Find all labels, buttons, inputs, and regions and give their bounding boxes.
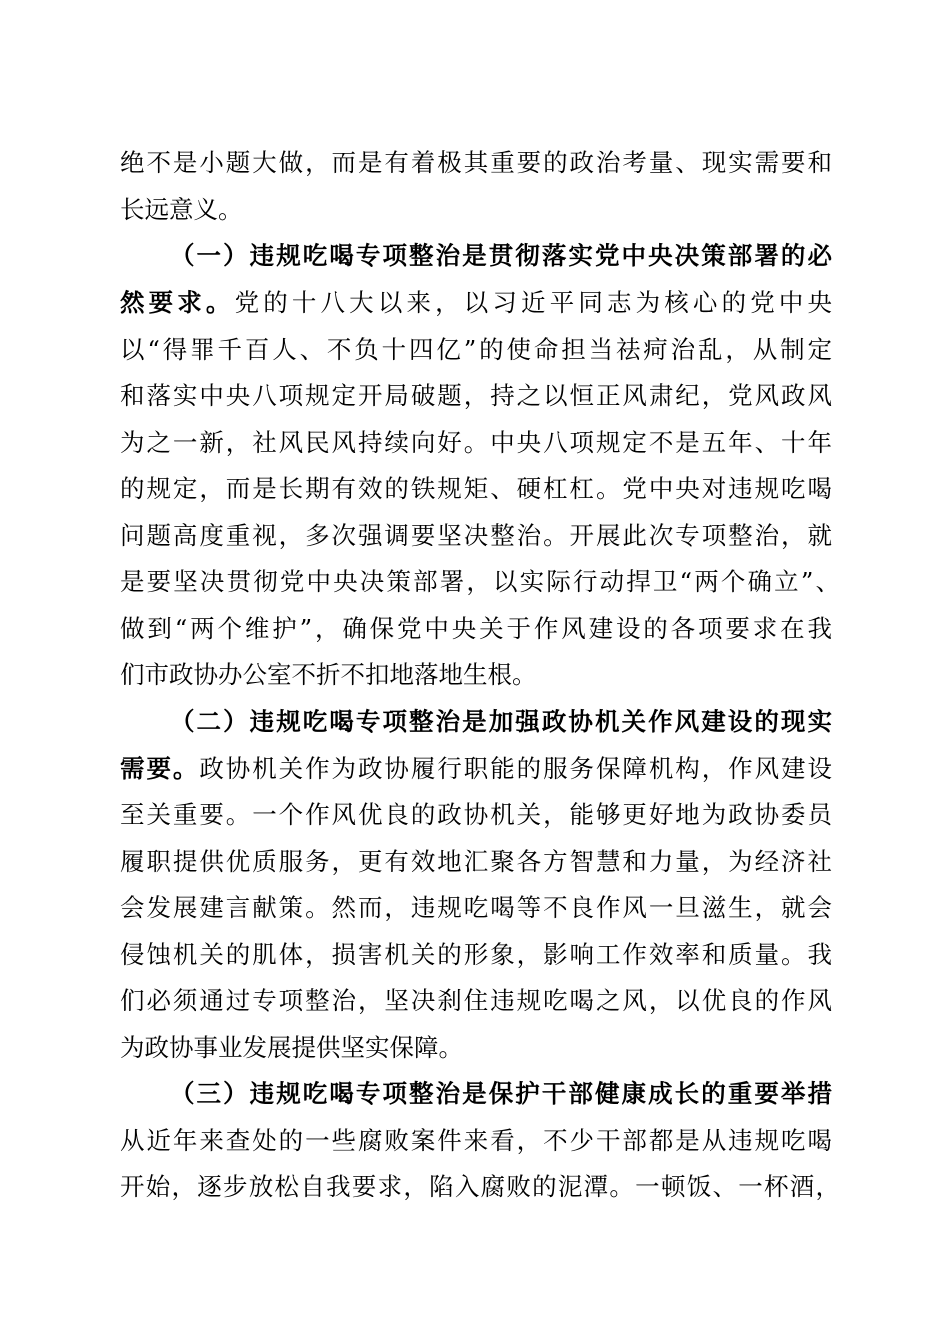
text-line-1: [120, 148, 832, 178]
section-heading-2: [170, 707, 832, 737]
text-line-11: [120, 614, 832, 644]
text-run: 长远意义。: [120, 195, 243, 224]
text-run: 侵蚀机关的肌体，损害机关的形象，影响工作效率和质量。我: [120, 940, 832, 969]
section-heading-text: （三）违规吃喝专项整治是保护干部健康成长的重要举措: [170, 1079, 832, 1108]
section-heading-3: [170, 1079, 832, 1109]
text-run: 从近年来查处的一些腐败案件来看，不少干部都是从违规吃喝: [120, 1126, 832, 1155]
text-run: 和落实中央八项规定开局破题，持之以恒正风肃纪，党风政风: [120, 381, 832, 410]
text-run: 绝不是小题大做，而是有着极其重要的政治考量、现实需要和: [120, 148, 832, 177]
text-run: 开始，逐步放松自我要求，陷入腐败的泥潭。一顿饭、一杯酒，: [120, 1172, 840, 1201]
text-run: 们必须通过专项整治，坚决刹住违规吃喝之风，以优良的作风: [120, 986, 832, 1015]
text-run: 以“得罪千百人、不负十四亿”的使命担当祛疴治乱，从制定: [120, 335, 832, 364]
text-line-12: [120, 660, 832, 690]
text-run: 做到“两个维护”，确保党中央关于作风建设的各项要求在我: [120, 614, 832, 643]
text-run: 政协机关作为政协履行职能的服务保障机构，作风建设: [199, 754, 832, 783]
text-run: 为之一新，社风民风持续向好。中央八项规定不是五年、十年: [120, 428, 832, 457]
text-line-20: [120, 1033, 832, 1063]
text-run: 的规定，而是长期有效的铁规矩、硬杠杠。党中央对违规吃喝: [120, 474, 832, 503]
section-heading-text: （二）违规吃喝专项整治是加强政协机关作风建设的现实: [170, 707, 832, 736]
section-heading-text: 需要。: [120, 754, 200, 783]
text-line-19: [120, 986, 832, 1016]
text-line-15: [120, 800, 832, 830]
text-line-17: [120, 893, 832, 923]
text-line-16: [120, 847, 832, 877]
text-line-14: [120, 754, 832, 784]
text-line-9: [120, 521, 832, 551]
section-heading-text: 然要求。: [120, 288, 235, 317]
text-line-4: [120, 288, 832, 318]
text-run: 是要坚决贯彻党中央决策部署，以实际行动捍卫“两个确立”、: [120, 567, 840, 596]
text-line-2: [120, 195, 832, 225]
text-run: 会发展建言献策。然而，违规吃喝等不良作风一旦滋生，就会: [120, 893, 832, 922]
text-line-18: [120, 940, 832, 970]
text-line-22: [120, 1126, 832, 1156]
section-heading-text: （一）违规吃喝专项整治是贯彻落实党中央决策部署的必: [170, 241, 832, 270]
text-line-6: [120, 381, 832, 411]
text-line-10: [120, 567, 840, 597]
text-run: 党的十八大以来，以习近平同志为核心的党中央: [234, 288, 833, 317]
text-run: 们市政协办公室不折不扣地落地生根。: [120, 660, 537, 689]
text-line-5: [120, 335, 832, 365]
text-run: 为政协事业发展提供坚实保障。: [120, 1033, 463, 1062]
text-line-23: [120, 1172, 840, 1202]
text-run: 履职提供优质服务，更有效地汇聚各方智慧和力量，为经济社: [120, 847, 832, 876]
section-heading-1: [170, 241, 832, 271]
text-run: 问题高度重视，多次强调要坚决整治。开展此次专项整治，就: [120, 521, 832, 550]
text-line-7: [120, 428, 832, 458]
text-line-8: [120, 474, 832, 504]
text-run: 至关重要。一个作风优良的政协机关，能够更好地为政协委员: [120, 800, 832, 829]
